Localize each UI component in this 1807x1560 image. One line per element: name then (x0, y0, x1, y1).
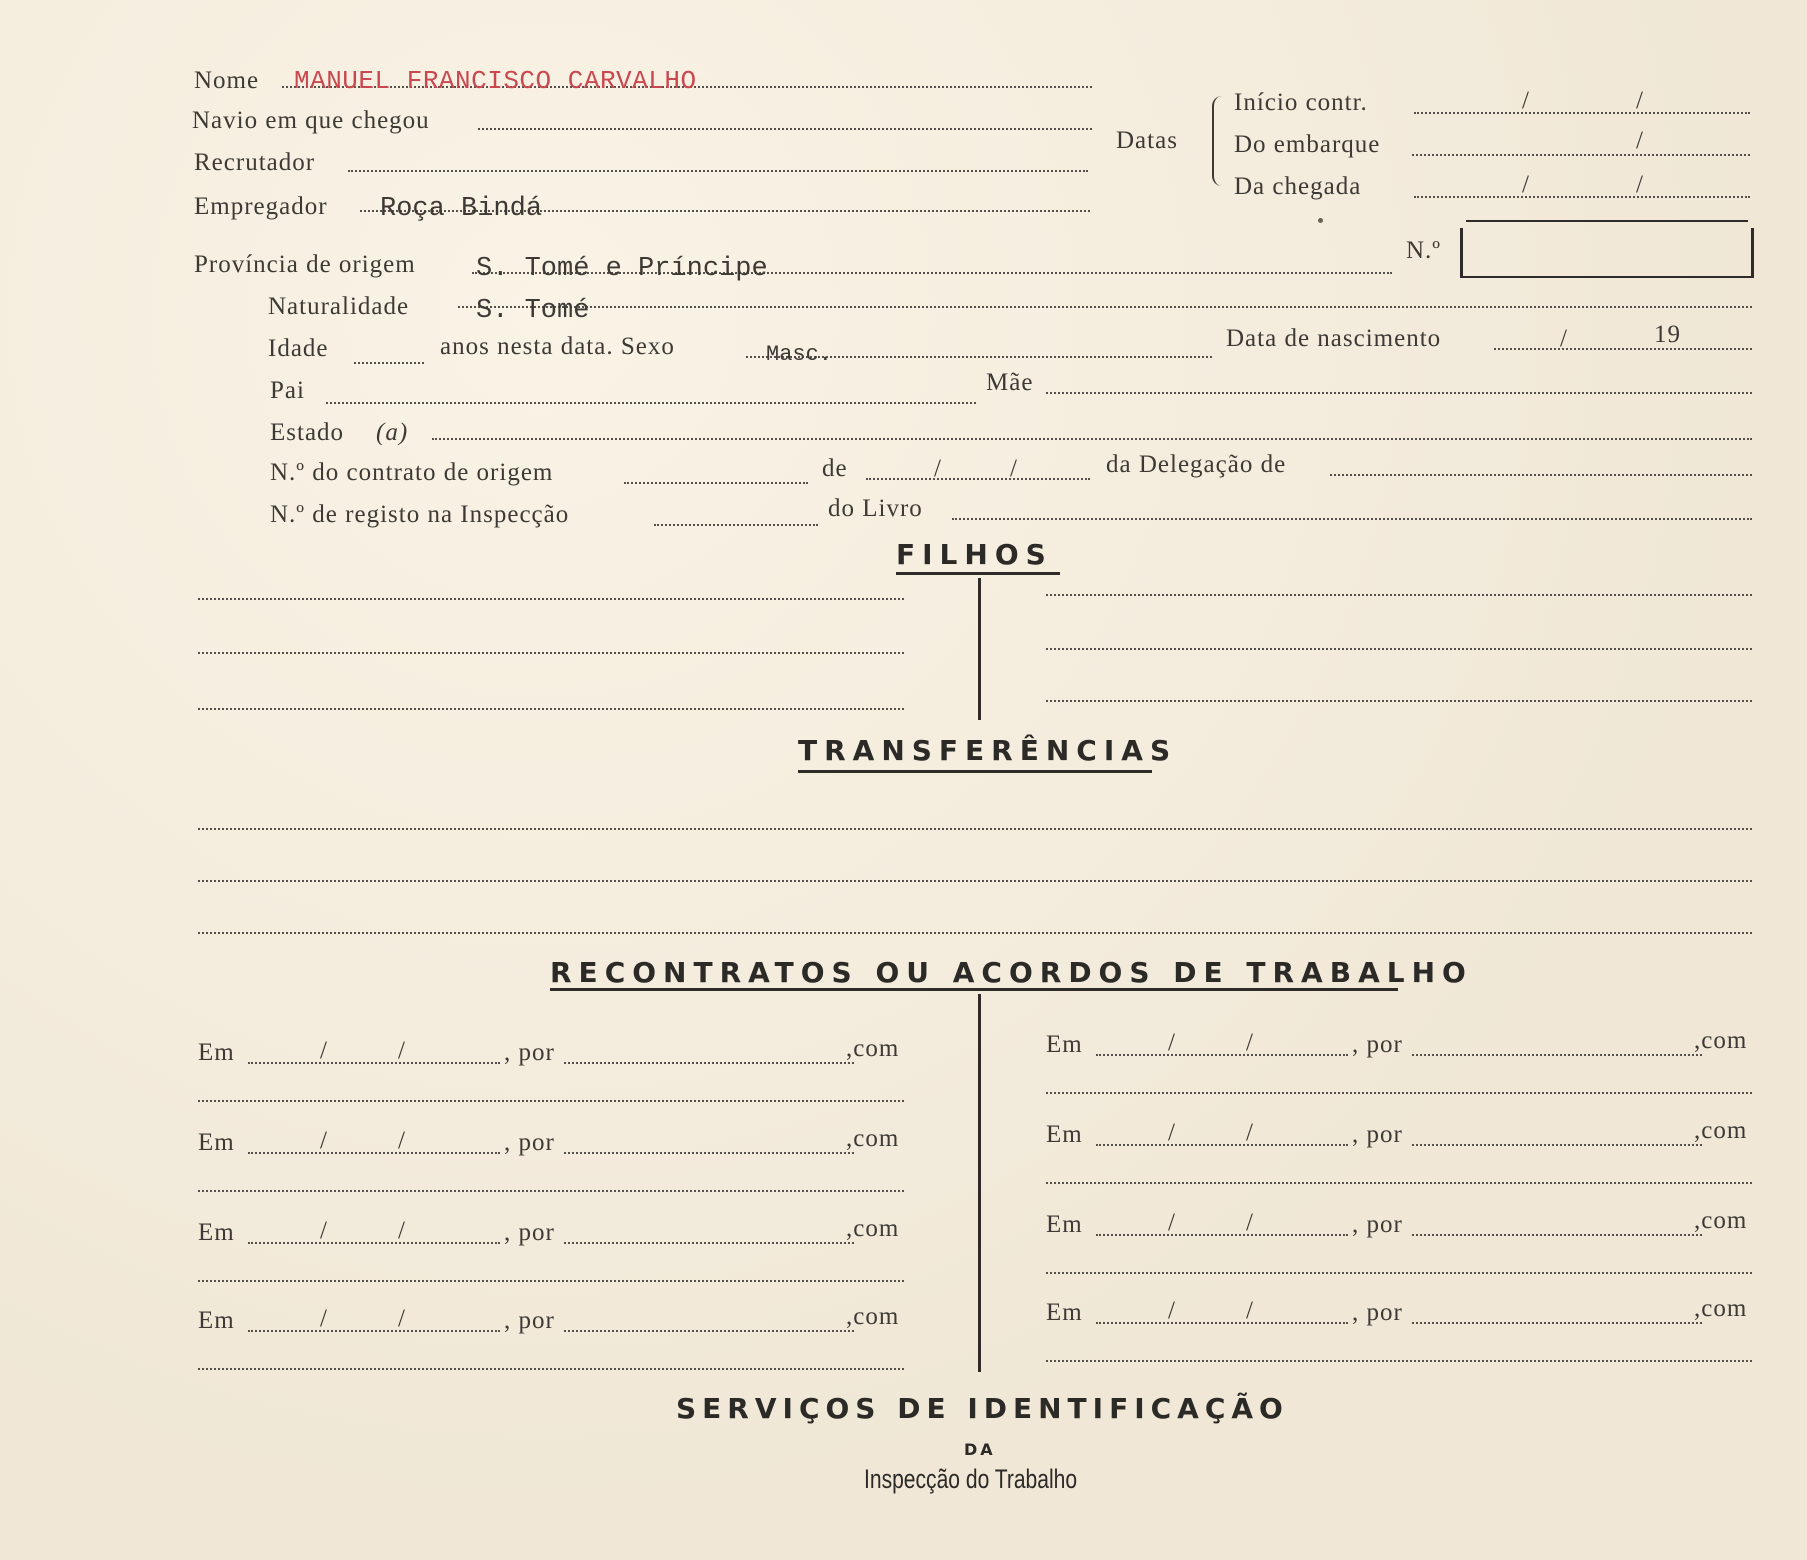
filhos-line[interactable] (1046, 700, 1752, 702)
recontrato-em-label: Em (1046, 1211, 1083, 1238)
chegada-line[interactable] (1414, 196, 1750, 198)
numero-label: N.º (1406, 237, 1442, 264)
recontrato-slash: / (398, 1127, 405, 1154)
transferencias-line[interactable] (198, 880, 1752, 882)
datas-brace (1212, 96, 1226, 186)
recontrato-slash: / (1246, 1029, 1253, 1056)
recontrato-por-label: , por (504, 1307, 555, 1334)
recontrato-em-label: Em (198, 1129, 235, 1156)
chegada-slash-2: / (1636, 171, 1643, 198)
registo-line[interactable] (654, 524, 818, 526)
recontrato-com-line[interactable] (1046, 1092, 1752, 1094)
recontrato-slash: / (320, 1037, 327, 1064)
recontrato-date-line[interactable] (1096, 1234, 1348, 1236)
recontrato-por-line[interactable] (1412, 1234, 1702, 1236)
recontrato-em-label: Em (198, 1039, 235, 1066)
recontrato-slash: / (1168, 1209, 1175, 1236)
recontrato-com-label: ,com (1694, 1207, 1748, 1234)
recontrato-em-label: Em (1046, 1031, 1083, 1058)
recontrato-com-label: ,com (846, 1215, 900, 1242)
recontrato-por-label: , por (1352, 1299, 1403, 1326)
provincia-value[interactable]: S. Tomé e Príncipe (476, 254, 768, 284)
recontrato-slash: / (1246, 1209, 1253, 1236)
recontrato-com-line[interactable] (198, 1280, 904, 1282)
filhos-line[interactable] (1046, 648, 1752, 650)
chegada-slash-1: / (1522, 171, 1529, 198)
datas-label: Datas (1116, 127, 1178, 154)
registo-label: N.º de registo na Inspecção (270, 501, 570, 528)
mae-line[interactable] (1046, 392, 1752, 394)
recontratos-underline (550, 988, 1398, 991)
recontrato-com-line[interactable] (1046, 1272, 1752, 1274)
contrato-slash-1: / (934, 455, 941, 482)
recontrato-por-line[interactable] (1412, 1054, 1702, 1056)
livro-line[interactable] (952, 518, 1752, 520)
inicio-line[interactable] (1414, 112, 1750, 114)
filhos-divider (978, 578, 981, 720)
recontrato-com-line[interactable] (1046, 1182, 1752, 1184)
recontrato-em-label: Em (198, 1307, 235, 1334)
idade-label: Idade (268, 335, 329, 362)
footer-title: SERVIÇOS DE IDENTIFICAÇÃO (676, 1392, 1289, 1425)
inicio-slash-1: / (1522, 87, 1529, 114)
recontrato-por-label: , por (1352, 1031, 1403, 1058)
recontrato-com-line[interactable] (198, 1190, 904, 1192)
embarque-line[interactable] (1412, 154, 1750, 156)
pai-label: Pai (270, 377, 305, 404)
recontrato-date-line[interactable] (1096, 1322, 1348, 1324)
recontrato-por-line[interactable] (564, 1062, 854, 1064)
footer-subtitle: Inspecção do Trabalho (864, 1464, 1078, 1494)
recontrato-date-line[interactable] (248, 1152, 500, 1154)
recontrato-por-line[interactable] (1412, 1144, 1702, 1146)
nascimento-slash: / (1560, 325, 1567, 352)
recontrato-com-line[interactable] (198, 1100, 904, 1102)
footer-da: DA (964, 1440, 996, 1459)
delegacao-label: da Delegação de (1106, 451, 1287, 478)
filhos-underline (896, 572, 1060, 575)
filhos-line[interactable] (198, 708, 904, 710)
chegada-label: Da chegada (1234, 173, 1362, 200)
recontrato-por-line[interactable] (564, 1242, 854, 1244)
transferencias-heading: TRANSFERÊNCIAS (798, 734, 1178, 767)
recontrato-slash: / (320, 1127, 327, 1154)
recontrato-slash: / (320, 1305, 327, 1332)
navio-line[interactable] (478, 128, 1092, 130)
recontrato-slash: / (320, 1217, 327, 1244)
embarque-label: Do embarque (1234, 131, 1381, 158)
recontrato-em-label: Em (198, 1219, 235, 1246)
filhos-line[interactable] (198, 652, 904, 654)
recontrato-com-label: ,com (846, 1303, 900, 1330)
estado-label: Estado (270, 419, 345, 446)
transferencias-underline (798, 770, 1152, 773)
recontrato-por-line[interactable] (564, 1152, 854, 1154)
contrato-line[interactable] (624, 482, 808, 484)
recontrato-em-label: Em (1046, 1299, 1083, 1326)
recontrato-date-line[interactable] (248, 1062, 500, 1064)
recontrato-por-line[interactable] (564, 1330, 854, 1332)
recontrato-com-label: ,com (1694, 1027, 1748, 1054)
contrato-date-line[interactable] (866, 478, 1090, 480)
recontrato-por-label: , por (1352, 1121, 1403, 1148)
ink-speck (1318, 218, 1323, 223)
recontrato-slash: / (398, 1037, 405, 1064)
naturalidade-label: Naturalidade (268, 293, 410, 320)
empregador-label: Empregador (194, 193, 328, 220)
recontrato-slash: / (1246, 1119, 1253, 1146)
recrutador-label: Recrutador (194, 149, 316, 176)
recontrato-com-line[interactable] (1046, 1360, 1752, 1362)
recontrato-com-label: ,com (846, 1035, 900, 1062)
empregador-value[interactable]: Roça Bindá (380, 194, 543, 224)
recontrato-com-label: ,com (846, 1125, 900, 1152)
recontratos-heading: RECONTRATOS OU ACORDOS DE TRABALHO (550, 956, 1473, 989)
recontrato-por-label: , por (1352, 1211, 1403, 1238)
numero-box[interactable] (1460, 228, 1754, 278)
sexo-value[interactable]: Masc. (766, 342, 833, 367)
recontrato-date-line[interactable] (1096, 1144, 1348, 1146)
contrato-slash-2: / (1010, 455, 1017, 482)
mae-label: Mãe (986, 369, 1034, 396)
recontrato-slash: / (1246, 1297, 1253, 1324)
nome-value[interactable]: MANUEL FRANCISCO CARVALHO (294, 66, 697, 96)
contrato-label: N.º do contrato de origem (270, 459, 554, 486)
recontrato-date-line[interactable] (248, 1242, 500, 1244)
recontrato-por-line[interactable] (1412, 1322, 1702, 1324)
naturalidade-line (458, 306, 1752, 308)
recontratos-divider (978, 994, 981, 1372)
numero-box-top (1466, 220, 1748, 222)
livro-label: do Livro (828, 495, 923, 522)
recontrato-com-label: ,com (1694, 1117, 1748, 1144)
contrato-de-label: de (822, 455, 848, 482)
pai-line[interactable] (326, 402, 976, 404)
nome-label: Nome (194, 67, 260, 94)
inicio-slash-2: / (1636, 87, 1643, 114)
estado-note: (a) (376, 419, 409, 446)
naturalidade-value[interactable]: S. Tomé (476, 296, 590, 326)
inicio-label: Início contr. (1234, 89, 1368, 116)
nascimento-label: Data de nascimento (1226, 325, 1442, 352)
navio-label: Navio em que chegou (192, 107, 430, 134)
filhos-line[interactable] (1046, 594, 1752, 596)
recontrato-por-label: , por (504, 1039, 555, 1066)
recrutador-line[interactable] (348, 170, 1088, 172)
recontrato-slash: / (398, 1305, 405, 1332)
transferencias-line[interactable] (198, 828, 1752, 830)
recontrato-com-label: ,com (1694, 1295, 1748, 1322)
idade-line[interactable] (354, 362, 424, 364)
delegacao-line[interactable] (1330, 474, 1752, 476)
embarque-slash: / (1636, 127, 1643, 154)
recontrato-slash: / (1168, 1297, 1175, 1324)
recontrato-slash: / (1168, 1119, 1175, 1146)
recontrato-por-label: , por (504, 1129, 555, 1156)
nascimento-year: 19 (1654, 321, 1681, 348)
filhos-line[interactable] (198, 598, 904, 600)
filhos-heading: FILHOS (896, 538, 1053, 571)
estado-line[interactable] (432, 438, 1752, 440)
provincia-label: Província de origem (194, 251, 416, 278)
recontrato-slash: / (398, 1217, 405, 1244)
recontrato-date-line[interactable] (248, 1330, 500, 1332)
nascimento-line[interactable] (1494, 348, 1752, 350)
recontrato-date-line[interactable] (1096, 1054, 1348, 1056)
recontrato-por-label: , por (504, 1219, 555, 1246)
transferencias-line[interactable] (198, 932, 1752, 934)
anos-sexo-label: anos nesta data. Sexo (440, 333, 675, 360)
recontrato-slash: / (1168, 1029, 1175, 1056)
recontrato-com-line[interactable] (198, 1368, 904, 1370)
recontrato-em-label: Em (1046, 1121, 1083, 1148)
